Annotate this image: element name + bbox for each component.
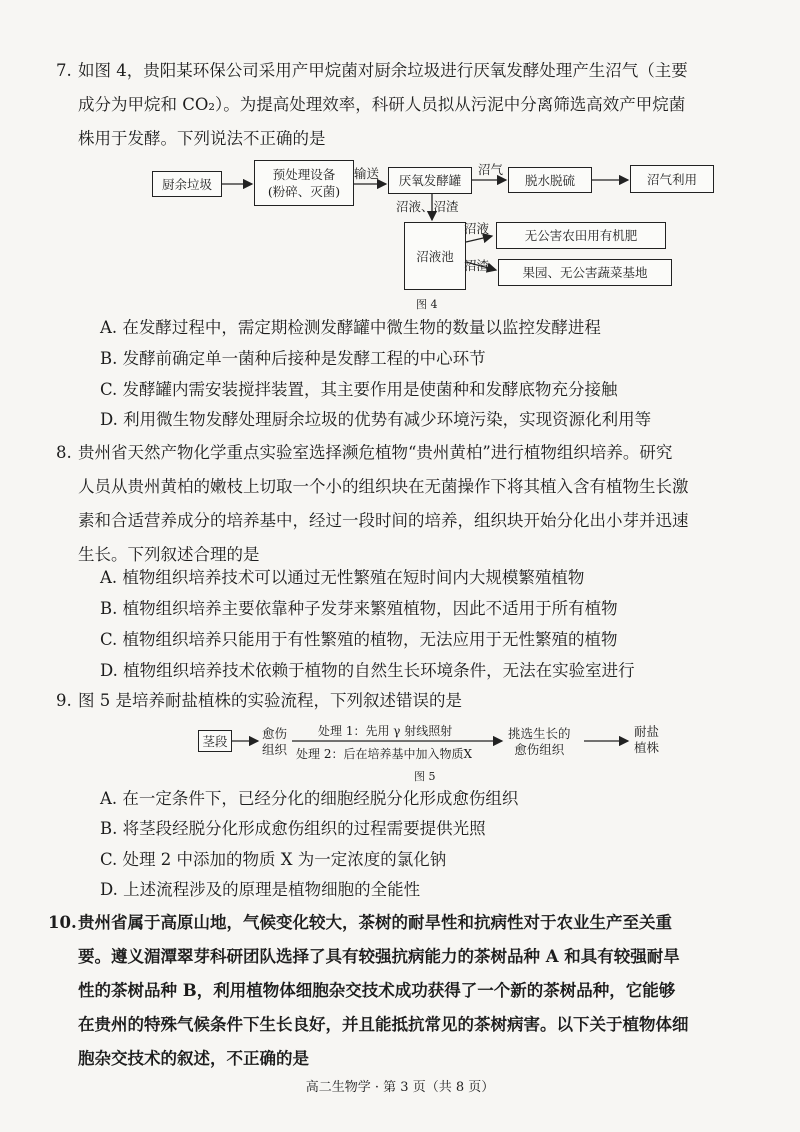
question-text-line: 在贵州的特殊气候条件下生长良好，并且能抵抗常见的茶树病害。以下关于植物体细 (78, 1015, 689, 1034)
option-a: A. 在发酵过程中，需定期检测发酵罐中微生物的数量以监控发酵进程 (100, 318, 601, 337)
arrow-label-slurry-residue: 沼液、沼渣 (396, 199, 459, 214)
label-line: 挑选生长的 (508, 726, 571, 741)
box-label: 茎段 (202, 733, 228, 749)
label-treatment-2: 处理 2：后在培养基中加入物质X (296, 747, 472, 761)
option-d: D. 利用微生物发酵处理厨余垃圾的优势有减少环境污染，实现资源化利用等 (100, 410, 652, 429)
option-b: B. 发酵前确定单一菌种后接种是发酵工程的中心环节 (100, 349, 486, 368)
figure-caption: 图 4 (416, 298, 438, 311)
question-number: 8. (56, 443, 72, 462)
box-label: 厌氧发酵罐 (398, 173, 462, 188)
label-line: 组织 (262, 742, 288, 757)
question-number: 9. (56, 691, 72, 710)
question-text-line: 性的茶树品种 B，利用植物体细胞杂交技术成功获得了一个新的茶树品种，它能够 (78, 981, 676, 1000)
option-c: C. 处理 2 中添加的物质 X 为一定浓度的氯化钠 (100, 850, 447, 869)
question-text-line: 图 5 是培养耐盐植株的实验流程，下列叙述错误的是 (78, 691, 462, 710)
question-text-line: 人员从贵州黄柏的嫩枝上切取一个小的组织块在无菌操作下将其植入含有植物生长激 (78, 477, 689, 496)
option-a: A. 植物组织培养技术可以通过无性繁殖在短时间内大规模繁殖植物 (100, 568, 585, 587)
label-line: 愈伤组织 (514, 742, 565, 757)
arrow-label-slurry: 沼液 (464, 221, 490, 236)
option-b: B. 植物组织培养主要依靠种子发芽来繁殖植物，因此不适用于所有植物 (100, 599, 618, 618)
label-treatment-1: 处理 1：先用 γ 射线照射 (318, 724, 453, 738)
box-label: 厨余垃圾 (161, 176, 212, 192)
question-text-line: 如图 4，贵阳某环保公司采用产甲烷菌对厨余垃圾进行厌氧发酵处理产生沼气（主要 (78, 61, 688, 80)
question-text-line: 成分为甲烷和 CO₂）。为提高处理效率，科研人员拟从污泥中分离筛选高效产甲烷菌 (78, 95, 686, 114)
arrow-label-residue: 沼渣 (464, 258, 490, 273)
label-line: 耐盐 (634, 724, 660, 739)
label-salt-tolerant-plant (634, 724, 659, 756)
box-label: 脱水脱硫 (524, 172, 575, 188)
option-d: D. 植物组织培养技术依赖于植物的自然生长环境条件，无法在实验室进行 (100, 661, 635, 680)
label-callus (262, 726, 287, 758)
question-text-line: 生长。下列叙述合理的是 (78, 545, 260, 564)
box-label: 沼气利用 (646, 171, 697, 187)
box-label: 无公害农田用有机肥 (524, 228, 638, 243)
figure-caption: 图 5 (414, 770, 436, 783)
arrow-label-transport: 输送 (354, 166, 380, 181)
question-text-line: 株用于发酵。下列说法不正确的是 (78, 129, 326, 148)
box-label: 沼液池 (416, 248, 454, 264)
box-label: 果园、无公害蔬菜基地 (522, 265, 648, 280)
option-b: B. 将茎段经脱分化形成愈伤组织的过程需要提供光照 (100, 819, 486, 838)
option-a: A. 在一定条件下，已经分化的细胞经脱分化形成愈伤组织 (100, 789, 519, 808)
question-text-line: 胞杂交技术的叙述，不正确的是 (78, 1049, 309, 1068)
question-text-line: 贵州省属于高原山地，气候变化较大，茶树的耐旱性和抗病性对于农业生产至关重 (78, 913, 672, 932)
question-10 (48, 906, 768, 1076)
question-text-line: 要。遵义湄潭翠芽科研团队选择了具有较强抗病能力的茶树品种 A 和具有较强耐旱 (78, 947, 680, 966)
question-text-line: 贵州省天然产物化学重点实验室选择濒危植物“贵州黄柏”进行植物组织培养。研究 (78, 443, 673, 462)
label-select-callus (508, 726, 571, 758)
option-c: C. 发酵罐内需安装搅拌装置，其主要作用是使菌种和发酵底物充分接触 (100, 380, 618, 399)
page-footer: 高二生物学 · 第 3 页（共 8 页） (305, 1080, 495, 1095)
option-c: C. 植物组织培养只能用于有性繁殖的植物，无法应用于无性繁殖的植物 (100, 630, 618, 649)
box-stem-segment (198, 730, 232, 752)
question-text-line: 素和合适营养成分的培养基中，经过一段时间的培养，组织块开始分化出小芽并迅速 (78, 511, 689, 530)
arrow-label-biogas: 沼气 (478, 162, 504, 177)
question-number: 7. (56, 61, 72, 80)
label-line: 植株 (634, 740, 660, 755)
question-number: 10. (48, 913, 77, 932)
option-d: D. 上述流程涉及的原理是植物细胞的全能性 (100, 880, 421, 899)
box-label: (粉碎、灭菌) (267, 184, 341, 199)
label-line: 愈伤 (262, 726, 288, 741)
box-label: 预处理设备 (272, 167, 336, 182)
